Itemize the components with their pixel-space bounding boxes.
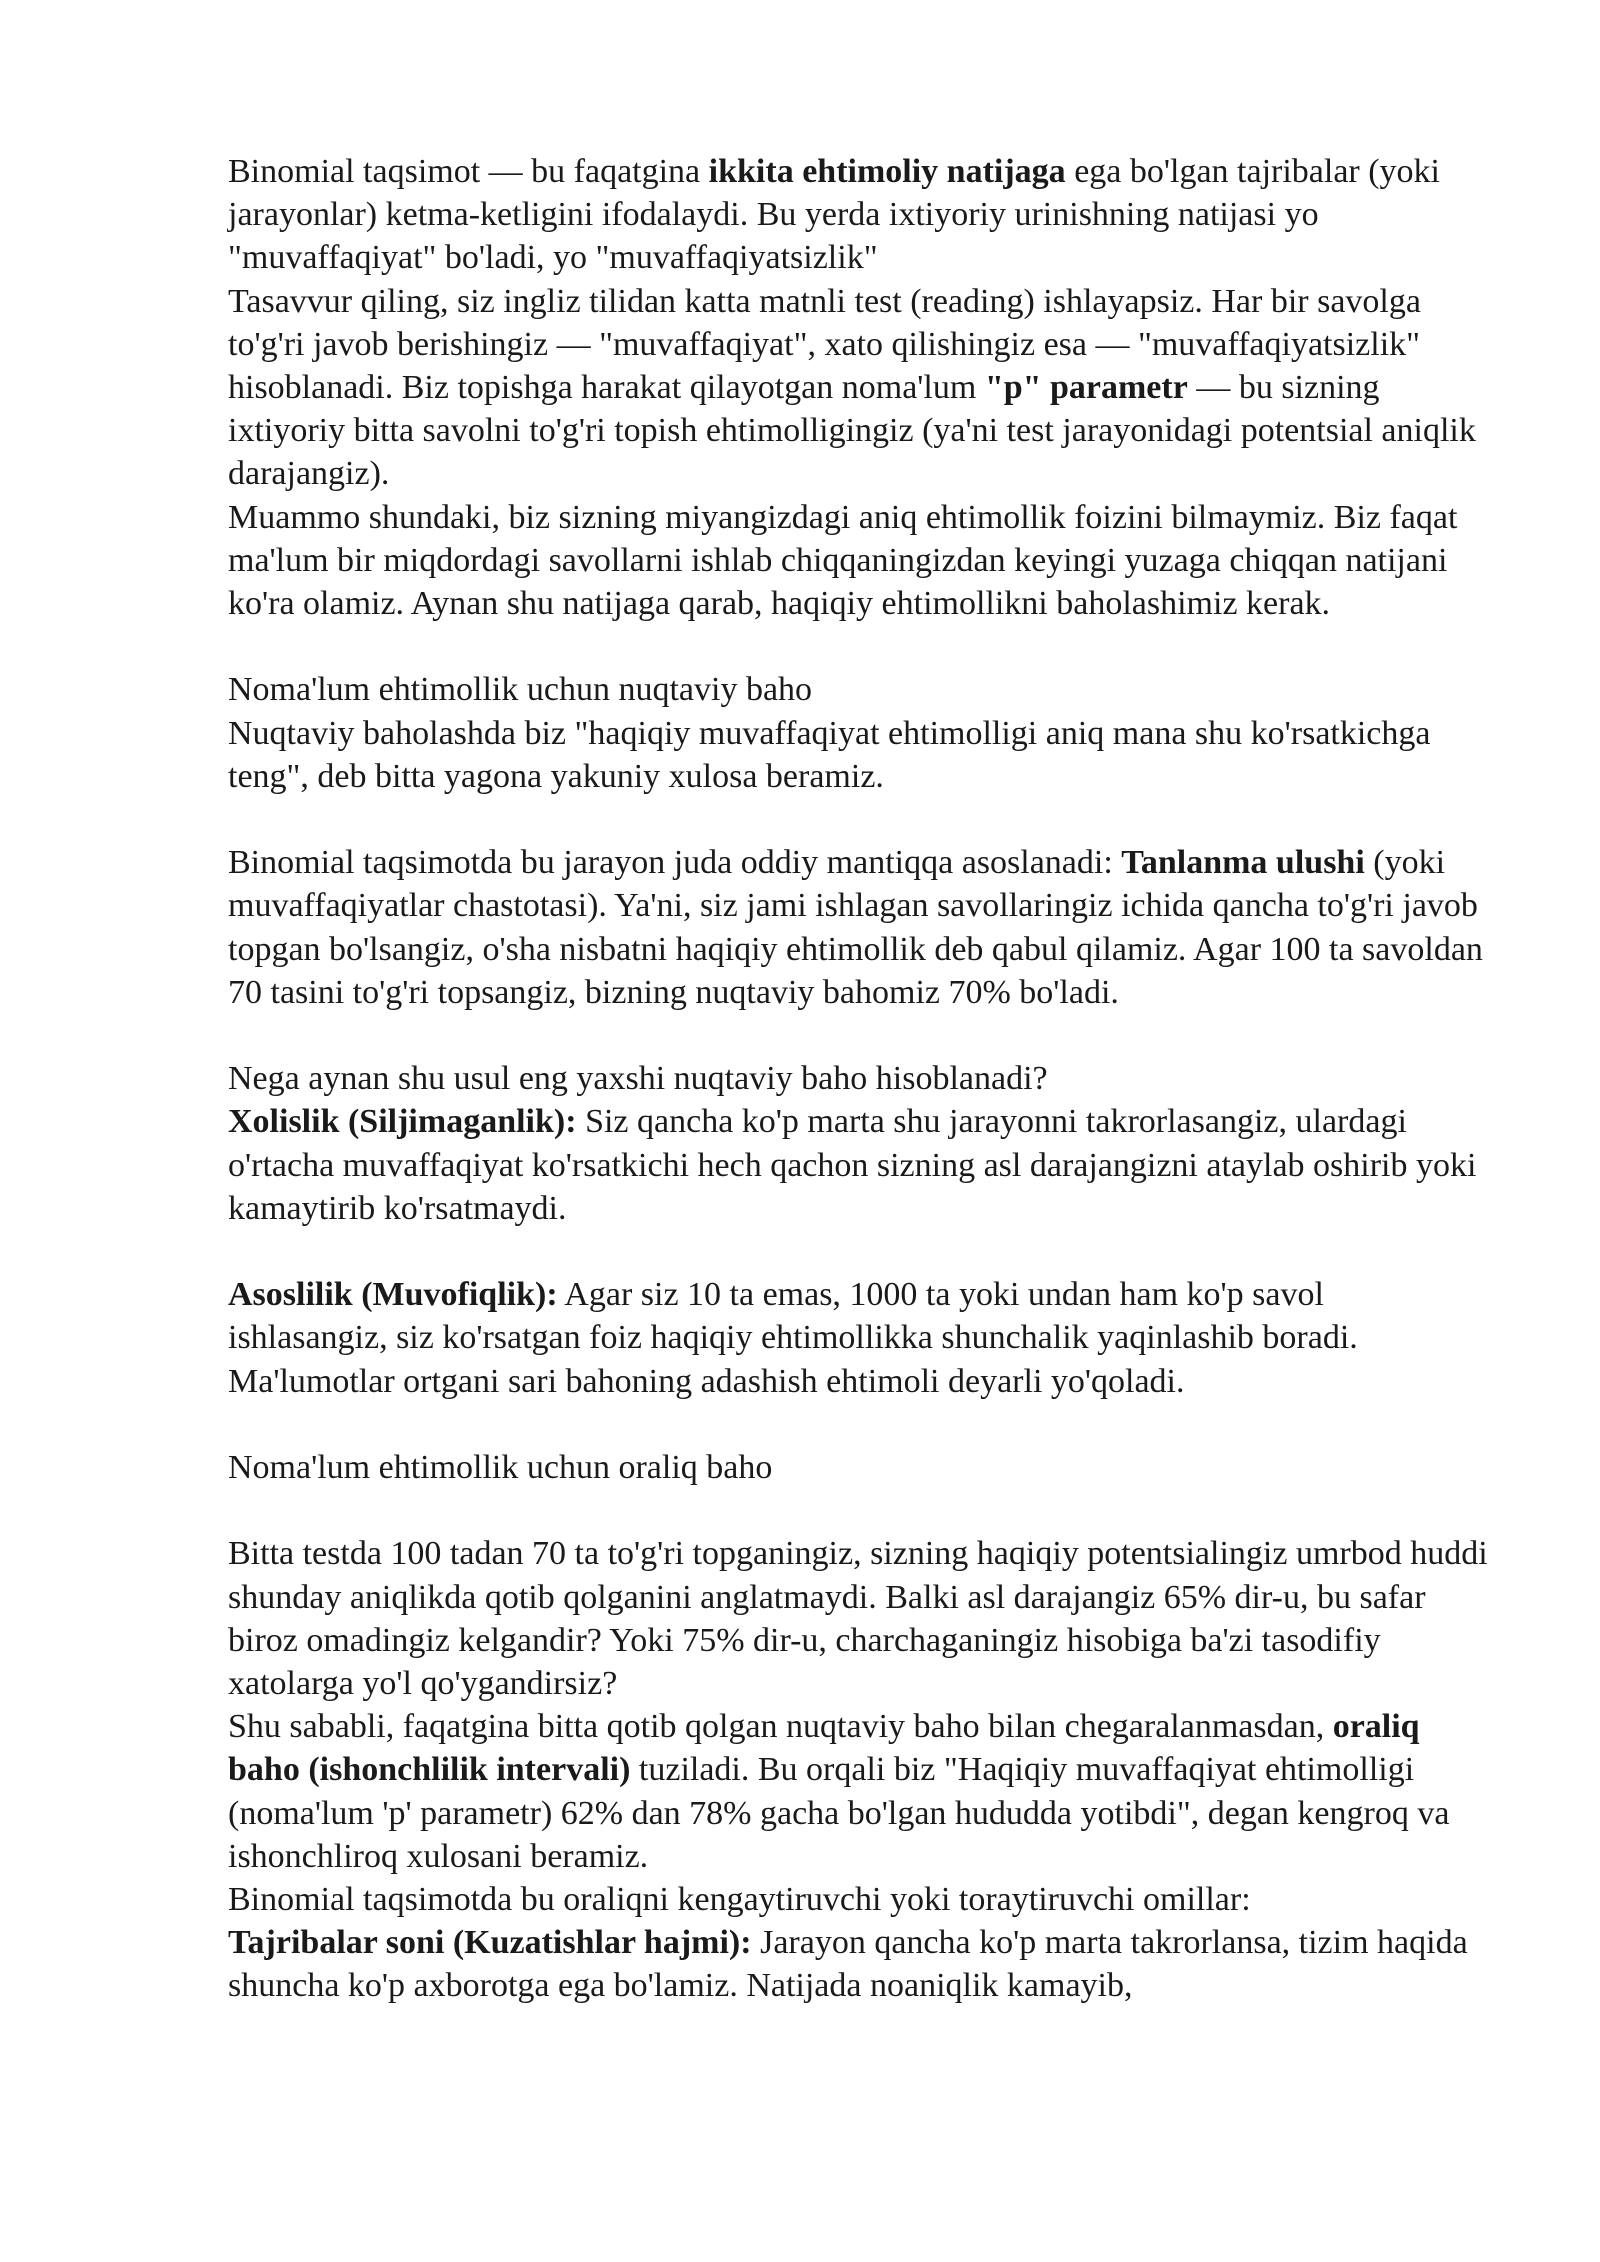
spacer bbox=[228, 798, 1488, 841]
text-run: Bitta testda 100 tadan 70 ta to'g'ri topganingiz, sizning haqiqiy potentsialingiz umrbod huddi shunday aniqlikda qotib qolganini anglatmaydi. Balki asl darajangiz 65% dir-u, bu safar biroz omadingiz kelgandir? Yoki 75% dir-u, charchaganingiz hisobiga ba'zi tasodifiy xatolarga yo'l qo'ygandirsiz? bbox=[228, 1535, 1488, 1703]
text-run: Siz qancha ko'p marta shu jarayonni takrorlasangiz, ulardagi o'rtacha muvaffaqiyat ko'rsatkichi hech qachon sizning asl darajangizni ataylab oshirib yoki kamaytirib ko'rsatmaydi. bbox=[228, 1103, 1477, 1227]
bold-term: Tanlanma ulushi bbox=[1121, 844, 1365, 882]
text-run: Binomial taqsimot — bu faqatgina bbox=[228, 153, 709, 190]
paragraph-point-estimate bbox=[228, 712, 1488, 798]
text-run: ega bo'lgan tajribalar (yoki jarayonlar) ketma-ketligini ifodalaydi. Bu yerda ixtiyoriy urinishning natijasi yo "muvaffaqiyat" bo'ladi, yo "muvaffaqiyatsizlik" bbox=[228, 153, 1441, 277]
paragraph-problem bbox=[228, 496, 1488, 626]
heading-point-estimate: Noma'lum ehtimollik uchun nuqtaviy baho bbox=[228, 671, 813, 709]
paragraph-example bbox=[228, 280, 1488, 496]
text-run: Shu sababli, faqatgina bitta qotib qolgan nuqtaviy baho bilan chegaralanmasdan, bbox=[228, 1708, 1333, 1746]
text-run: Agar siz 10 ta emas, 1000 ta yoki undan ham ko'p savol ishlasangiz, siz ko'rsatgan foiz haqiqiy ehtimollikka shunchalik yaqinlashib boradi. Ma'lumotlar ortgani sari bahoning adashish ehtimoli deyarli yo'qoladi. bbox=[228, 1276, 1358, 1400]
text-run: Tasavvur qiling, siz ingliz tilidan katta matnli test (reading) ishlayapsiz. Har bir savolga to'g'ri javob berishingiz — "muvaffaqiyat", xato qilishingiz esa — "muvaffaqiyatsizlik" hisoblanadi. Biz topishga harakat qilayotgan noma'lum bbox=[228, 282, 1421, 407]
bold-term: ikkita ehtimoliy natijaga bbox=[708, 153, 1066, 190]
text-run: Binomial taqsimotda bu jarayon juda oddiy mantiqqa asoslanadi: bbox=[228, 844, 1122, 882]
heading-why-best: Nega aynan shu usul eng yaxshi nuqtaviy baho hisoblanadi? bbox=[228, 1060, 1048, 1098]
text-run: — bu sizning ixtiyoriy bitta savolni to'g'ri topish ehtimolligingiz (ya'ni test jarayonidagi potentsial aniqlik darajangiz). bbox=[228, 369, 1476, 493]
spacer bbox=[228, 1230, 1488, 1273]
paragraph-sample-size bbox=[228, 1921, 1488, 2007]
heading-interval-estimate: Noma'lum ehtimollik uchun oraliq baho bbox=[228, 1449, 773, 1487]
spacer bbox=[228, 1489, 1488, 1532]
paragraph-unbiasedness bbox=[228, 1100, 1488, 1230]
spacer bbox=[228, 1403, 1488, 1446]
spacer bbox=[228, 625, 1488, 668]
bold-term: Asoslilik (Muvofiqlik): bbox=[228, 1276, 558, 1314]
paragraph-interval-motivation bbox=[228, 1532, 1488, 1705]
text-run: Jarayon qancha ko'p marta takrorlansa, tizim haqida shuncha ko'p axborotga ega bo'lamiz. Natijada noaniqlik kamayib, bbox=[228, 1924, 1468, 2005]
bold-term: Tajribalar soni (Kuzatishlar hajmi): bbox=[228, 1924, 752, 1962]
spacer bbox=[228, 1014, 1488, 1057]
text-run: Muammo shundaki, biz sizning miyangizdagi aniq ehtimollik foizini bilmaymiz. Biz faqat ma'lum bir miqdordagi savollarni ishlab chiqqaningizdan keyingi yuzaga chiqqan natijani ko'ra olamiz. Aynan shu natijaga qarab, haqiqiy ehtimollikni baholashimiz kerak. bbox=[228, 498, 1458, 623]
text-run: Nuqtaviy baholashda biz "haqiqiy muvaffaqiyat ehtimolligi aniq mana shu ko'rsatkichga teng", deb bitta yagona yakuniy xulosa beramiz. bbox=[228, 714, 1431, 795]
document-page bbox=[228, 150, 1488, 2008]
paragraph-confidence-interval bbox=[228, 1705, 1488, 1878]
paragraph-sample-proportion bbox=[228, 841, 1488, 1014]
text-run: tuziladi. Bu orqali biz "Haqiqiy muvaffaqiyat ehtimolligi (noma'lum 'p' parametr) 62% dan 78% gacha bo'lgan hududda yotibdi", degan kengroq va ishonchliroq xulosani beramiz. bbox=[228, 1751, 1450, 1875]
bold-term: "p" parametr bbox=[984, 369, 1188, 407]
bold-term: oraliq baho (ishonchlilik intervali) bbox=[228, 1708, 1420, 1789]
text-run: (yoki muvaffaqiyatlar chastotasi). Ya'ni, siz jami ishlagan savollaringiz ichida qancha to'g'ri javob topgan bo'lsangiz, o'sha nisbatni haqiqiy ehtimollik deb qabul qilamiz. Agar 100 ta savoldan 70 tasini to'g'ri topsangiz, bizning nuqtaviy bahomiz 70% bo'ladi. bbox=[228, 844, 1483, 1011]
paragraph-consistency bbox=[228, 1273, 1488, 1403]
bold-term: Xolislik (Siljimaganlik): bbox=[228, 1103, 577, 1141]
text-run: Binomial taqsimotda bu oraliqni kengaytiruvchi yoki toraytiruvchi omillar: bbox=[228, 1881, 1251, 1919]
paragraph-factors bbox=[228, 1878, 1488, 1921]
paragraph-intro bbox=[228, 150, 1488, 280]
